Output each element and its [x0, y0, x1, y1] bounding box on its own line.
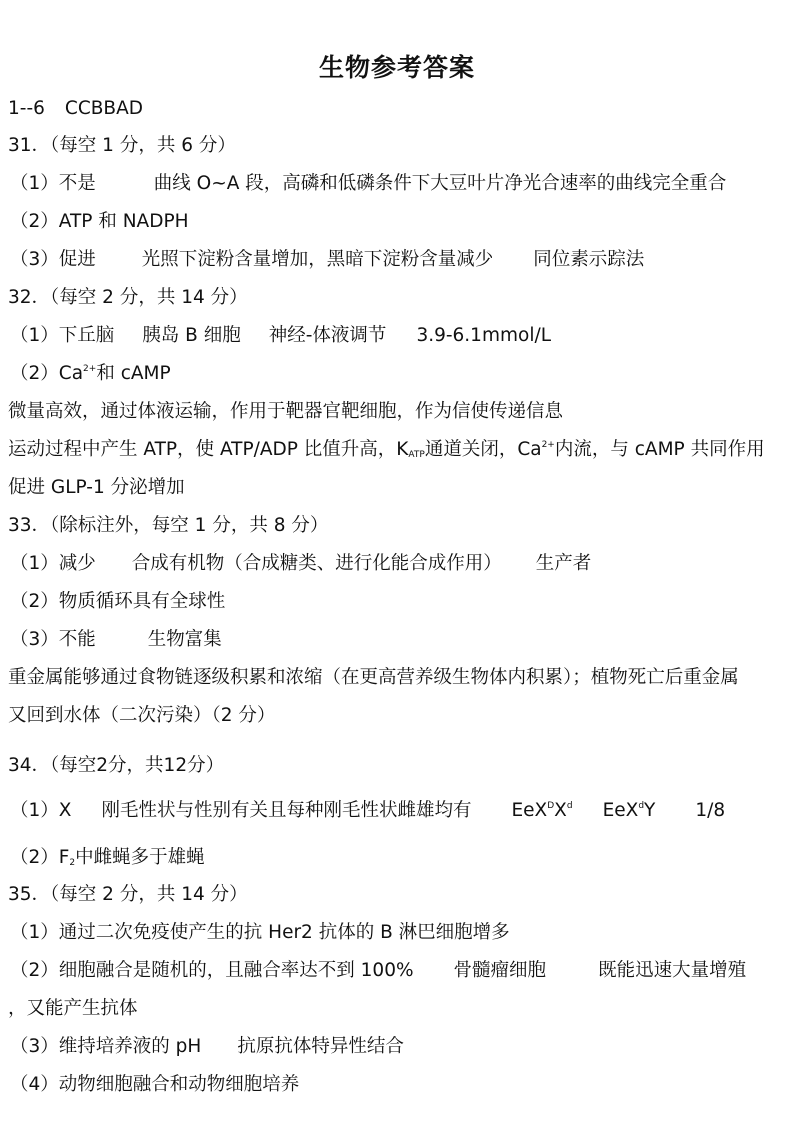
- q33-answer-3: [10, 627, 222, 653]
- genotype-2: [603, 800, 656, 821]
- q34-answer-1: [10, 798, 725, 824]
- subscript: 2: [69, 858, 76, 868]
- genotype-1-x: X: [554, 800, 567, 821]
- q35-answer-1: （1）通过二次免疫使产生的抗 Her2 抗体的 B 淋巴细胞增多: [10, 922, 510, 943]
- q33-1c: 生产者: [535, 553, 592, 574]
- q32-2-text: （2）Ca: [10, 363, 84, 384]
- q34-2-text: （2）F: [10, 847, 70, 868]
- q32-4c: 内流，与 cAMP 共同作用: [554, 439, 765, 460]
- q33-answer-2: （2）物质循环具有全球性: [10, 591, 226, 612]
- q35-2a: （2）细胞融合是随机的，且融合率达不到 100%: [10, 960, 414, 981]
- q33-answer-1: [10, 551, 591, 577]
- page-title: 生物参考答案: [318, 53, 475, 82]
- q33-answer-4: 重金属能够通过食物链逐级积累和浓缩（在更高营养级生物体内积累）；植物死亡后重金属: [8, 667, 739, 688]
- q31-answer-2: （2）ATP 和 NADPH: [10, 211, 189, 232]
- q32-1d: 3.9-6.1mmol/L: [416, 325, 551, 346]
- q32-1c: 神经-体液调节: [268, 325, 387, 346]
- q35-answer-2-cont: ，又能产生抗体: [8, 998, 138, 1019]
- q34-2-text-end: 中雌蝇多于雄蝇: [75, 847, 205, 868]
- q33-1a: （1）减少: [10, 553, 96, 574]
- question-range: 1--6: [8, 98, 45, 119]
- q35-answer-4: （4）动物细胞融合和动物细胞培养: [10, 1074, 300, 1095]
- q35-answer-3: [10, 1034, 404, 1060]
- q35-3a: （3）维持培养液的 pH: [10, 1036, 202, 1057]
- q31-3b: 光照下淀粉含量增加，黑暗下淀粉含量减少: [141, 249, 494, 270]
- q32-answer-3: 微量高效，通过体液运输，作用于靶器官靶细胞，作为信使传递信息: [8, 401, 564, 422]
- q35-2c: 既能迅速大量增殖: [598, 960, 747, 981]
- q35-answer-2: [10, 958, 746, 984]
- genotype-1: [511, 800, 572, 821]
- probability-ratio: 1/8: [695, 800, 726, 821]
- q31-3a: （3）促进: [10, 249, 96, 270]
- q32-answer-4: [8, 437, 765, 463]
- q32-4b: 通道关闭，Ca: [424, 439, 542, 460]
- q32-1b: 胰岛 B 细胞: [142, 325, 241, 346]
- q31-answer-3: [10, 247, 644, 273]
- q35-2b: 骨髓瘤细胞: [453, 960, 547, 981]
- superscript: d: [566, 801, 573, 811]
- q34-answer-2: [10, 845, 205, 871]
- q31-answer-1: [10, 171, 726, 197]
- superscript: D: [547, 801, 555, 811]
- q33-1b: 合成有机物（合成糖类、进行化能合成作用）: [131, 553, 502, 574]
- q32-answer-2: [10, 361, 171, 387]
- q32-1a: （1）下丘脑: [10, 325, 115, 346]
- q31-3c: 同位素示踪法: [533, 249, 645, 270]
- q31-1b: 曲线 O~A 段，高磷和低磷条件下大豆叶片净光合速率的曲线完全重合: [153, 173, 727, 194]
- q33-answer-5: 又回到水体（二次污染）（2 分）: [8, 705, 276, 726]
- q33-3b: 生物富集: [147, 629, 222, 650]
- q31-header: 31．（每空 1 分，共 6 分）: [8, 135, 236, 156]
- q34-1b: 刚毛性状与性别有关且每种刚毛性状雌雄均有: [101, 800, 472, 821]
- q33-3a: （3）不能: [10, 629, 96, 650]
- answer-line-1-6: [8, 96, 143, 122]
- q34-header: 34．（每空2分，共12分）: [8, 755, 225, 776]
- genotype-2-base: EeX: [602, 800, 639, 821]
- superscript: d: [638, 801, 645, 811]
- q35-3b: 抗原抗体特异性结合: [237, 1036, 404, 1057]
- q32-answer-5: 促进 GLP-1 分泌增加: [8, 477, 185, 498]
- q35-header: 35．（每空 2 分，共 14 分）: [8, 884, 248, 905]
- q34-1a: （1）X: [10, 800, 72, 821]
- q31-1a: （1）不是: [10, 173, 96, 194]
- genotype-2-y: Y: [644, 800, 656, 821]
- superscript: 2+: [541, 440, 555, 450]
- q32-header: 32．（每空 2 分，共 14 分）: [8, 287, 248, 308]
- genotype-1-base: EeX: [511, 800, 548, 821]
- choice-answers: CCBBAD: [64, 98, 144, 119]
- q32-answer-1: [10, 323, 551, 349]
- superscript: 2+: [83, 364, 97, 374]
- subscript: ATP: [408, 450, 425, 460]
- q32-4a: 运动过程中产生 ATP，使 ATP/ADP 比值升高，K: [8, 439, 409, 460]
- q32-2-text-end: 和 cAMP: [96, 363, 171, 384]
- q33-header: 33．（除标注外，每空 1 分，共 8 分）: [8, 515, 329, 536]
